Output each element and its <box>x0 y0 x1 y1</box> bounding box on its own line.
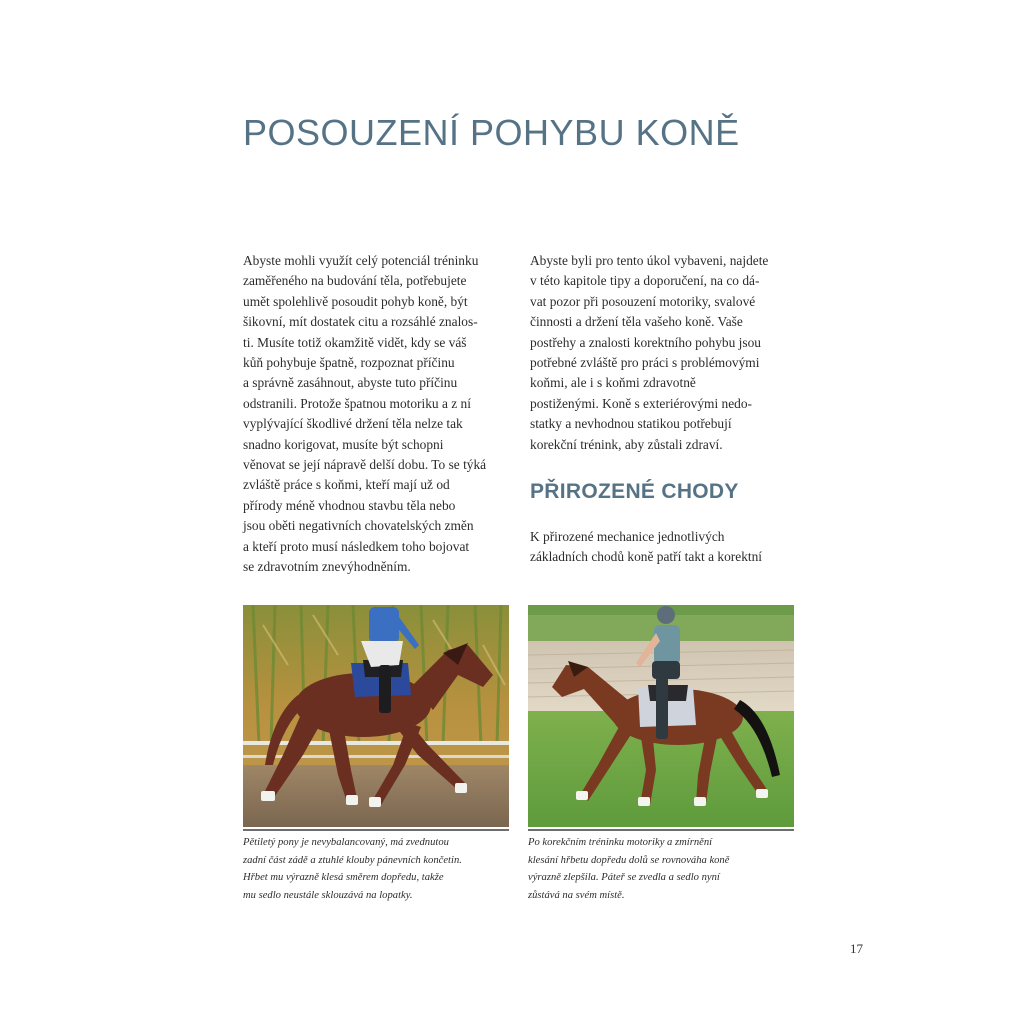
text-line: koňmi, ale i s koňmi zdravotně <box>530 375 696 391</box>
section-subtitle: PŘIROZENÉ CHODY <box>530 480 739 503</box>
caption-line: mu sedlo neustále sklouzává na lopatky. <box>243 889 413 901</box>
text-line: vyplývající škodlivé držení těla nelze tak <box>243 416 463 432</box>
text-line: Abyste byli pro tento úkol vybaveni, najdete <box>530 253 769 268</box>
photo-pony-before <box>243 605 509 827</box>
text-line: vat pozor při posouzení motoriky, svalové <box>530 293 756 309</box>
text-line: Abyste mohli využít celý potenciál tréninku <box>243 253 479 268</box>
photo-caption-right <box>528 834 794 904</box>
text-line: základních chodů koně patří takt a korektní <box>530 549 763 565</box>
text-line: se zdravotním znevýhodněním. <box>243 559 411 575</box>
text-line: věnovat se její nápravě delší dobu. To se týká <box>243 457 487 473</box>
text-line: odstranili. Protože špatnou motoriku a z ní <box>243 395 471 411</box>
section-body-text <box>530 527 800 568</box>
caption-rule <box>243 829 509 831</box>
text-line: v této kapitole tipy a doporučení, na co dá- <box>530 273 760 289</box>
text-line: šikovní, mít dostatek citu a rozsáhlé znalos- <box>243 314 478 330</box>
caption-line: výrazně zlepšila. Páteř se zvedla a sedlo nyní <box>528 872 720 883</box>
text-line: postřehy a znalosti korektního pohybu jsou <box>530 334 761 350</box>
text-line: činnosti a držení těla vašeho koně. Vaše <box>530 314 743 330</box>
text-line: jsou oběti negativních chovatelských změn <box>243 518 474 534</box>
text-line: a kteří proto musí následkem toho bojovat <box>243 538 470 554</box>
text-line: statky a nevhodnou statikou potřebují <box>530 416 732 432</box>
photo-caption-left <box>243 834 509 904</box>
caption-line: zůstává na svém místě. <box>528 889 625 901</box>
caption-line: Pětiletý pony je nevybalancovaný, má zvednutou <box>243 837 449 848</box>
caption-line: Hřbet mu výrazně klesá směrem dopředu, takže <box>243 872 444 883</box>
text-line: a správně zasáhnout, abyste tuto příčinu <box>243 375 458 391</box>
text-line: korekční trénink, aby zůstali zdraví. <box>530 436 723 452</box>
text-line: zaměřeného na budování těla, potřebujete <box>243 273 467 289</box>
caption-line: Po korekčním tréninku motoriky a zmírnění <box>528 837 713 848</box>
text-line: přírody méně vhodnou stavbu těla nebo <box>243 497 456 513</box>
text-line: zvláště práce s koňmi, kteří mají už od <box>243 477 450 493</box>
text-line: postiženými. Koně s exteriérovými nedo- <box>530 395 753 411</box>
caption-rule <box>528 829 794 831</box>
text-line: kůň pohybuje špatně, rozpoznat příčinu <box>243 355 455 371</box>
page-title: POSOUZENÍ POHYBU KONĚ <box>243 112 740 153</box>
caption-line: klesání hřbetu dopředu dolů se rovnováha koně <box>528 854 730 866</box>
text-line: ti. Musíte totiž okamžitě vidět, kdy se váš <box>243 334 467 350</box>
caption-line: zadní část zádě a ztuhlé klouby pánevních končetin. <box>243 854 462 866</box>
photo-horse-after <box>528 605 794 827</box>
left-body-text <box>243 251 515 578</box>
text-line: K přirozené mechanice jednotlivých <box>530 529 725 544</box>
text-line: umět spolehlivě posoudit pohyb koně, být <box>243 293 468 309</box>
page-number: 17 <box>850 941 863 956</box>
text-line: potřebné zvláště pro práci s problémovými <box>530 355 760 371</box>
text-line: snadno korigovat, musíte být schopni <box>243 436 444 452</box>
right-body-text <box>530 251 800 455</box>
